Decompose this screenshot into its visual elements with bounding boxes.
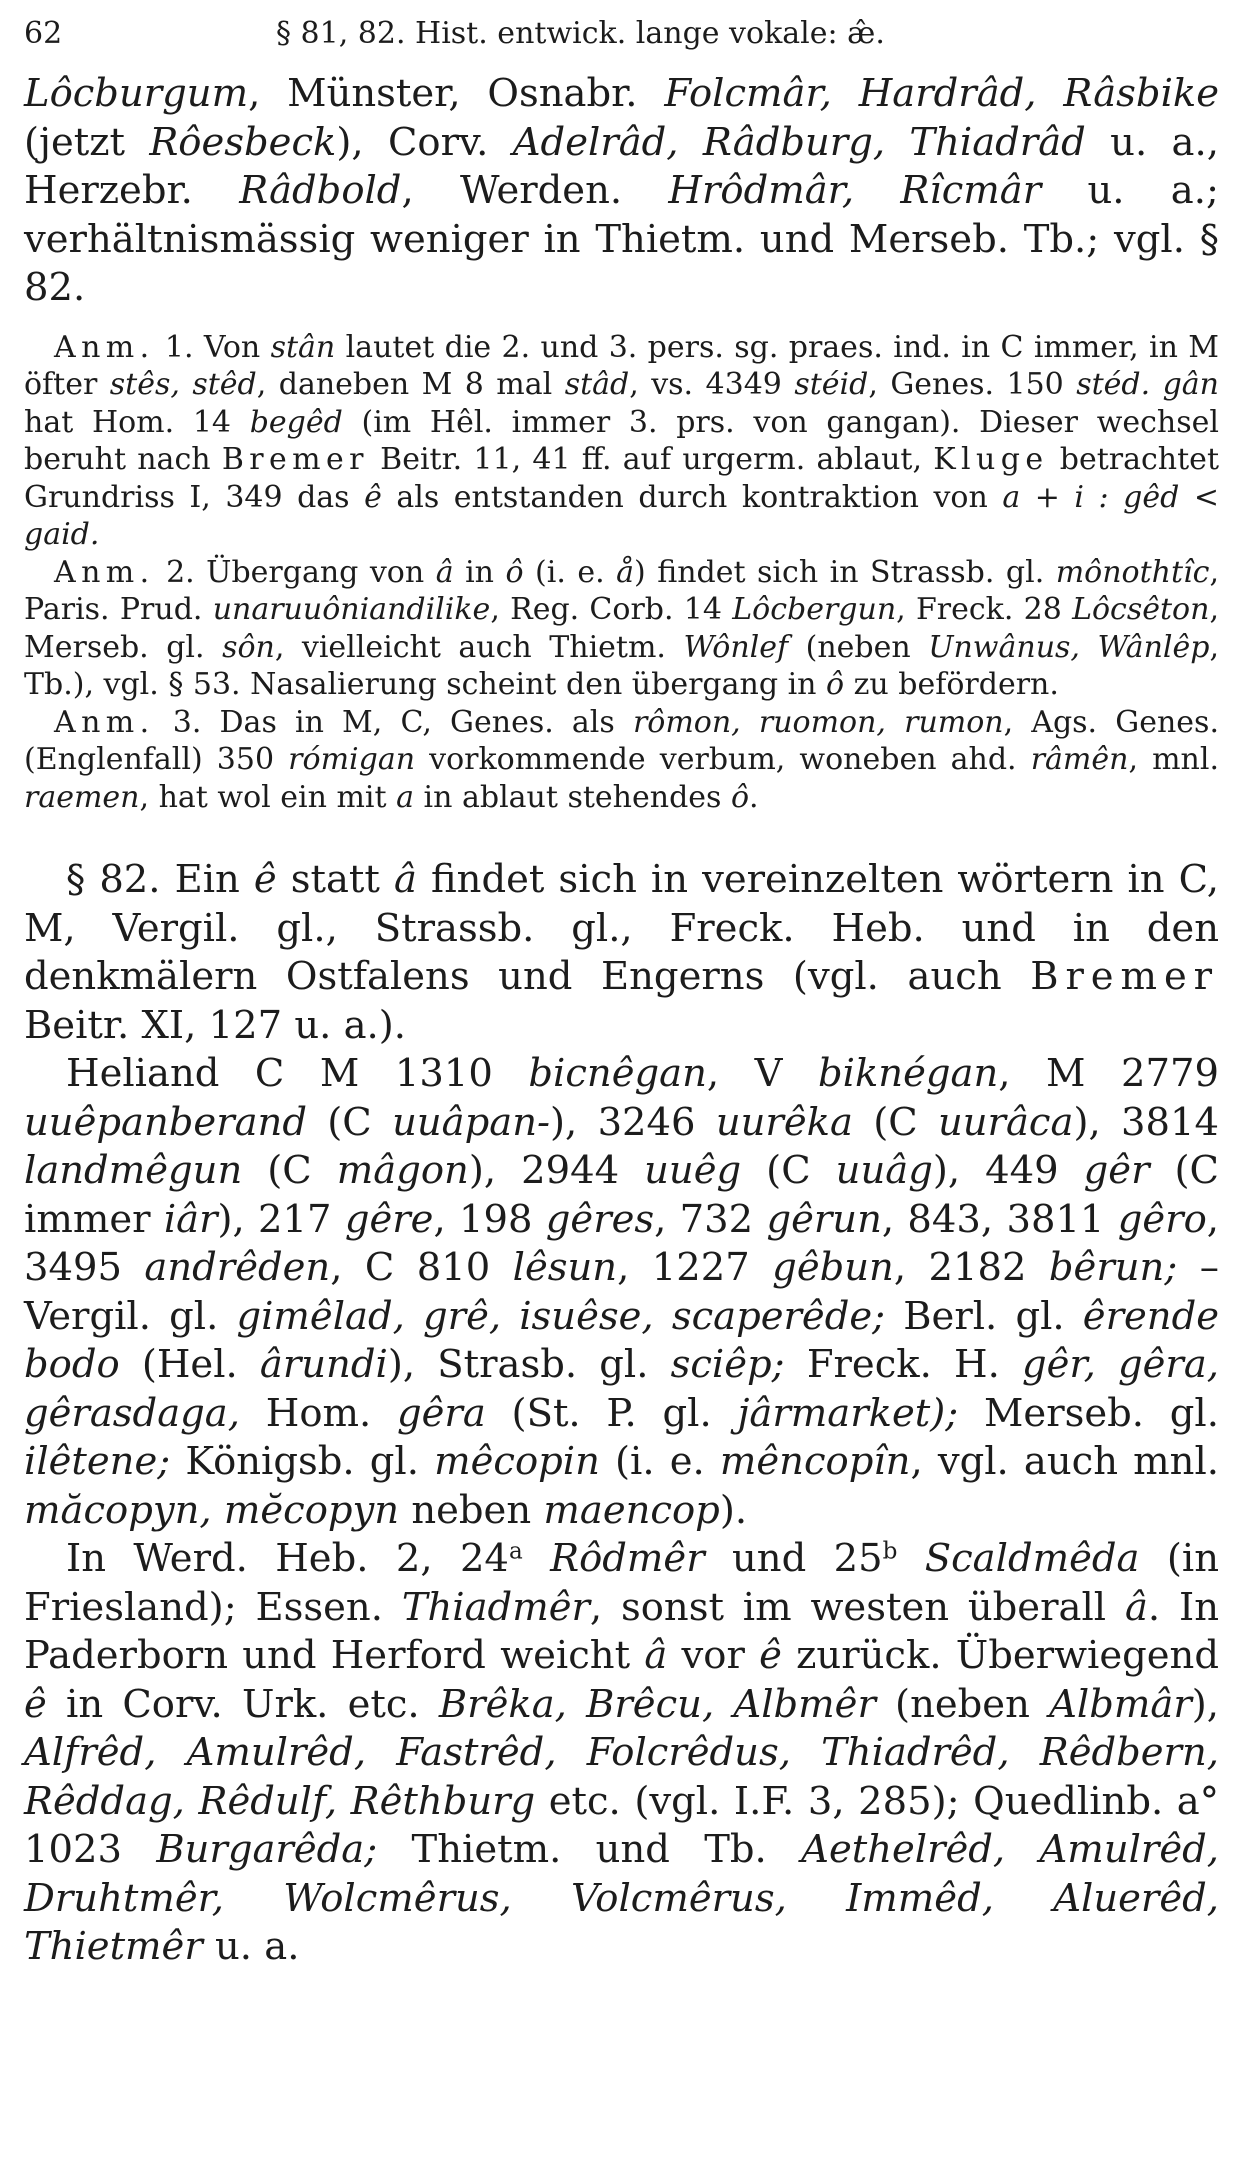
t: uuêpanberand (24, 1099, 307, 1145)
t: (C (852, 1099, 938, 1145)
running-header (24, 14, 1219, 70)
t: in (453, 554, 506, 590)
t: statt (276, 857, 394, 902)
t: ), Corv. (336, 119, 513, 165)
section-82-heading-paragraph (24, 856, 1219, 1050)
t: ), 2944 (468, 1148, 645, 1193)
t: (Hel. (119, 1342, 260, 1387)
t: ârundi (259, 1342, 388, 1387)
t: (C (242, 1148, 337, 1193)
t: (i. e. (523, 554, 617, 590)
t: Scaldmêda (924, 1536, 1140, 1581)
t: uurâca (937, 1099, 1074, 1145)
t: und 25 (704, 1536, 883, 1581)
t: (jetzt (24, 119, 150, 165)
t: zurück. Überwiegend (781, 1633, 1220, 1678)
t: Beitr. 11, 41 ff. auf urgerm. ablaut, (368, 442, 934, 477)
t: maencop (543, 1487, 720, 1533)
t: a (396, 779, 414, 815)
t: ), 217 (217, 1196, 345, 1242)
t: , 843, 3811 (881, 1196, 1118, 1242)
note-label: Anm. (54, 329, 155, 365)
t: jârmarket); (737, 1390, 959, 1436)
t: Adelrâd, Râdburg, Thiadrâd (512, 119, 1086, 165)
t: Albmâr (1049, 1681, 1192, 1727)
t: bêrun; (1048, 1245, 1178, 1290)
t: (St. P. gl. (485, 1390, 738, 1436)
t: Hrôdmâr, Rîcmâr (668, 168, 1042, 213)
t: â (1124, 1584, 1148, 1630)
t: – Vergil. gl. (24, 1245, 1219, 1339)
t: Unwânus, Wânlêp (928, 629, 1210, 665)
t: andrêden (144, 1245, 331, 1290)
t: (neben (875, 1681, 1050, 1727)
t: gimêlad, grê, isuêse, scaperêde; (236, 1293, 886, 1339)
t: , hat wol ein mit (139, 779, 397, 815)
t: å (616, 554, 635, 590)
paragraph-werden (24, 1535, 1219, 1972)
t: ê (24, 1681, 47, 1727)
t: ), (1191, 1681, 1219, 1727)
note-anm-2 (24, 554, 1219, 704)
t: (C immer (24, 1148, 1219, 1242)
t: mônothtîc (1055, 554, 1210, 590)
t: Freck. H. (784, 1342, 1022, 1387)
t: Aethelrêd, Amulrêd, Druhtmêr, Wolcmêrus, Volcmêrus, Immêd, Aluerêd, Thietmêr (24, 1827, 1219, 1969)
t: , 1227 (617, 1245, 773, 1290)
t: uuâg (835, 1148, 933, 1193)
t: ) findet sich in Strassb. gl. (634, 554, 1056, 590)
t: Berl. gl. (885, 1293, 1083, 1339)
t: 2. Übergang von (154, 554, 436, 590)
t: vorkommende verbum, woneben ahd. (415, 742, 1031, 777)
t: sôn (222, 629, 275, 665)
t: stéid (794, 367, 869, 402)
t: in Corv. Urk. etc. (46, 1681, 439, 1727)
t: (in Friesland); Essen. (24, 1536, 1219, 1630)
t: u. a., Herzebr. (24, 119, 1219, 213)
running-title: § 81, 82. Hist. entwick. lange vokale: æ̂. (276, 16, 885, 51)
t: Merseb. gl. (958, 1390, 1219, 1436)
t: Folcmâr, Hardrâd, Râsbike (664, 71, 1219, 116)
t: , 2182 (893, 1245, 1049, 1290)
t: ô (505, 554, 524, 590)
t: (neben (788, 629, 929, 665)
t: gêra (397, 1390, 486, 1436)
t: raemen (24, 779, 140, 815)
t: (i. e. (599, 1439, 720, 1484)
t: sciêp; (670, 1342, 785, 1387)
t: (im Hêl. immer 3. prs. von gangan). Dieser wechsel beruht nach (24, 404, 1219, 477)
t: gêr, gêra, gêrasdaga, (24, 1342, 1220, 1436)
author-name: Bremer (221, 442, 369, 477)
t: u. a.; verhältnismässig weniger in Thietm. und Merseb. Tb.; vgl. § 82. (24, 168, 1219, 310)
note-anm-1 (24, 329, 1219, 554)
t: măcopyn, mĕcopyn (24, 1487, 400, 1533)
t: â (435, 554, 454, 590)
t: râmên (1030, 742, 1129, 777)
page-number: 62 (24, 16, 63, 51)
t: , M 2779 (998, 1051, 1219, 1096)
note-label: Anm. (54, 704, 155, 740)
t: , Merseb. gl. (24, 592, 1219, 665)
t: Hom. (239, 1390, 397, 1436)
t: a + i : gêd < gaid. (24, 479, 1219, 552)
t: betrachtet Grundriss I, 349 das (24, 442, 1219, 515)
t: gêrun (766, 1196, 882, 1242)
t: gêr (1083, 1148, 1150, 1193)
t: , Werden. (401, 168, 669, 213)
t: , Reg. Corb. 14 (490, 592, 733, 627)
t: stân (270, 329, 336, 365)
t: uurêka (715, 1099, 853, 1145)
t: Rôdmêr (550, 1536, 705, 1581)
t: unaruuôniandilike (212, 592, 491, 627)
t: hat Hom. 14 (24, 404, 250, 440)
t: 1. Von (154, 329, 271, 365)
t: Burgarêda; (156, 1827, 378, 1872)
t: uuâpan- (392, 1099, 551, 1145)
t: mêcopin (434, 1439, 600, 1484)
t: ). (719, 1487, 748, 1533)
t: , Genes. 150 (868, 367, 1077, 402)
t: mâgon (336, 1148, 469, 1193)
t: â (393, 857, 417, 902)
t: ilêtene; (24, 1439, 171, 1484)
t: zu befördern. (844, 667, 1059, 702)
t: neben (399, 1487, 544, 1533)
t: , sonst im westen überall (589, 1584, 1125, 1630)
t: , 732 (654, 1196, 767, 1242)
t: . In Paderborn und Herford weicht (24, 1584, 1219, 1678)
t: ê (759, 1633, 782, 1678)
t: stâd (564, 367, 630, 402)
t: uuêg (644, 1148, 742, 1193)
t: lêsun (512, 1245, 618, 1290)
t: landmêgun (24, 1148, 243, 1193)
t: ), 3814 (1073, 1099, 1219, 1145)
superscript: a (508, 1538, 523, 1565)
t: Lôcburgum (24, 71, 249, 116)
t: iâr (163, 1196, 218, 1242)
t: , Freck. 28 (896, 592, 1073, 627)
t: findet sich in vereinzelten wörtern in C, M, Vergil. gl., Strassb. gl., Freck. Heb. und in den denkmälern Ostfalens und Engerns (vgl. auch (24, 857, 1219, 999)
t: Lôcsêton (1072, 592, 1210, 627)
t: , daneben M 8 mal (256, 367, 565, 402)
t: ), Strasb. gl. (387, 1342, 671, 1387)
t: Heliand C M 1310 (66, 1051, 529, 1096)
t: Lôcbergun (732, 592, 897, 627)
t: rômon, ruomon, rumon (632, 704, 1004, 740)
t: , Münster, Osnabr. (248, 71, 665, 116)
t: Königsb. gl. (170, 1439, 435, 1484)
paragraph-heliand (24, 1050, 1219, 1535)
t: , mnl. (1128, 742, 1219, 777)
author-name: Kluge (933, 442, 1049, 477)
t: begêd (249, 404, 343, 440)
t: , vs. 4349 (629, 367, 795, 402)
t: (C (741, 1148, 836, 1193)
t: gêres (545, 1196, 655, 1242)
t (897, 1536, 924, 1581)
t: . (749, 779, 759, 815)
t: , 3495 (24, 1196, 1219, 1290)
t: mêncopîn (719, 1439, 911, 1484)
t: , Ags. Genes. (Englenfall) 350 (24, 704, 1219, 777)
t: Thiadmêr (401, 1584, 590, 1630)
t: Râdbold (239, 168, 402, 213)
t: 3. Das in M, C, Genes. als (154, 704, 633, 740)
t: ), 3246 (550, 1099, 716, 1145)
t (523, 1536, 550, 1581)
t: u. a. (202, 1924, 300, 1969)
t: Brêka, Brêcu, Albmêr (438, 1681, 876, 1727)
t: , vgl. auch mnl. (910, 1439, 1219, 1484)
t: gêro (1117, 1196, 1207, 1242)
author-name: Bremer (1030, 954, 1219, 999)
t: als entstanden durch kontraktion von (381, 479, 1003, 515)
t: biknégan (818, 1051, 999, 1096)
t: ), 449 (932, 1148, 1084, 1193)
t: stéd. gân (1076, 367, 1219, 402)
t: , 198 (433, 1196, 546, 1242)
t: etc. (vgl. I.F. 3, 285); Quedlinb. a° 1023 (24, 1778, 1219, 1872)
t: ô (826, 667, 845, 702)
t: ô (730, 779, 750, 815)
t: (C (307, 1099, 393, 1145)
t: vor (667, 1633, 760, 1678)
t: gêbun (772, 1245, 894, 1290)
t: In Werd. Heb. 2, 24 (66, 1536, 509, 1581)
t: êrende bodo (24, 1293, 1219, 1387)
t: Alfrêd, Amulrêd, Fastrêd, Folcrêdus, Thiadrêd, Rêdbern, Rêddag, Rêdulf, Rêthburg (24, 1730, 1219, 1824)
superscript: b (882, 1538, 898, 1565)
t: stês, stêd (109, 367, 257, 402)
t: § 82. Ein (66, 857, 254, 902)
t: , C 810 (330, 1245, 513, 1290)
t: Rôesbeck (149, 119, 337, 165)
t: ê (253, 857, 277, 902)
note-anm-3 (24, 704, 1219, 817)
t: rómigan (288, 742, 416, 777)
t: , Tb.), vgl. § 53. Nasalierung scheint den übergang in (24, 629, 1219, 702)
t: bicnêgan (528, 1051, 707, 1096)
t: â (644, 1633, 668, 1678)
t: , V (706, 1051, 819, 1096)
t: , vielleicht auch Thietm. (274, 629, 684, 665)
t: Beitr. XI, 127 u. a.). (24, 1002, 407, 1048)
t: Wônlef (683, 629, 789, 665)
t: , Paris. Prud. (24, 554, 1219, 627)
t: in ablaut stehendes (414, 779, 731, 815)
paragraph-intro (24, 70, 1219, 313)
t: Thietm. und Tb. (377, 1827, 802, 1872)
t: lautet die 2. und 3. pers. sg. praes. ind. in C immer, in M öfter (24, 329, 1219, 402)
t: gêre (344, 1196, 434, 1242)
t: ê (364, 479, 382, 515)
note-label: Anm. (54, 554, 155, 590)
